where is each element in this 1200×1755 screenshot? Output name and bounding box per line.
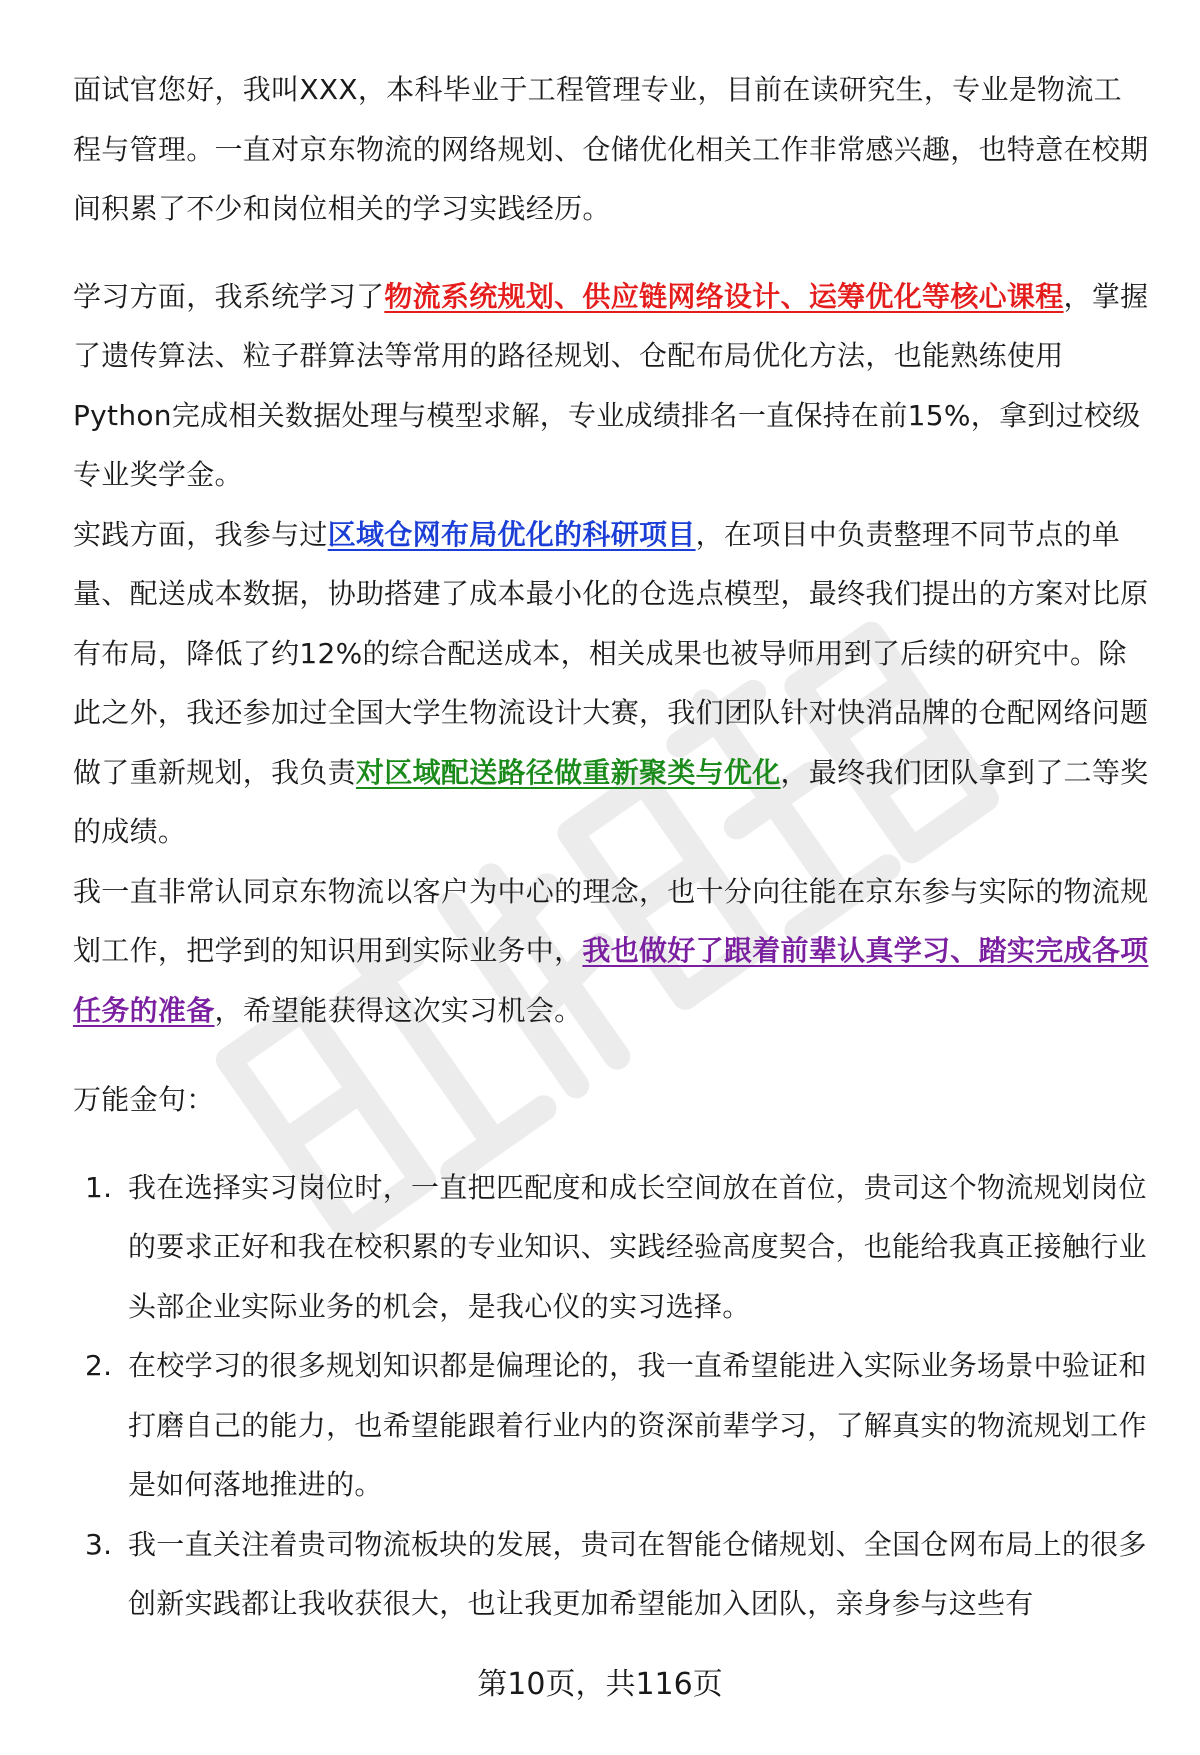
list-item — [73, 1158, 1149, 1337]
closing-paragraph: 我一直非常认同京东物流以客户为中心的理念，也十分向往能在京东参与实际的物流规划工作，把学到的知识用到实际业务中，我也做好了跟着前辈认真学习、踏实完成各项任务的准备，希望能获得这次实习机会。 — [73, 874, 1149, 1027]
document-body — [73, 60, 1149, 1634]
list-item-number: 1. — [85, 1170, 113, 1204]
intro-paragraph: 面试官您好，我叫XXX，本科毕业于工程管理专业，目前在读研究生，专业是物流工程与管理。一直对京东物流的网络规划、仓储优化相关工作非常感兴趣，也特意在校期间积累了不少和岗位相关的学习实践经历。 — [73, 73, 1149, 225]
list-item-text: 我一直关注着贵司物流板块的发展，贵司在智能仓储规划、全国仓网布局上的很多创新实践都让我收获很大，也让我更加希望能加入团队，亲身参与这些有 — [128, 1527, 1147, 1620]
list-item — [73, 1336, 1149, 1515]
highlight-research-project: 区域仓网布局优化的科研项目 — [327, 517, 696, 551]
golden-sentences-list — [73, 1158, 1149, 1634]
list-item-number: 2. — [85, 1349, 113, 1382]
list-item-text: 我在选择实习岗位时，一直把匹配度和成长空间放在首位，贵司这个物流规划岗位的要求正好和我在校积累的专业知识、实践经验高度契合，也能给我真正接触行业头部企业实际业务的机会，是我心仪的实习选择。 — [128, 1170, 1147, 1323]
list-item — [73, 1515, 1149, 1634]
study-paragraph: 学习方面，我系统学习了物流系统规划、供应链网络设计、运筹优化等核心课程，掌握了遗传算法、粒子群算法等常用的路径规划、仓配布局优化方法，也能熟练使用Python完成相关数据处理与模型求解，专业成绩排名一直保持在前15%，拿到过校级专业奖学金。 — [73, 279, 1149, 491]
practice-paragraph: 实践方面，我参与过区域仓网布局优化的科研项目，在项目中负责整理不同节点的单量、配送成本数据，协助搭建了成本最小化的仓选点模型，最终我们提出的方案对比原有布局，降低了约12%的综合配送成本，相关成果也被导师用到了后续的研究中。除此之外，我还参加过全国大学生物流设计大赛，我们团队针对快消品牌的仓配网络问题做了重新规划，我负责对区域配送路径做重新聚类与优化，最终我们团队拿到了二等奖的成绩。 — [73, 517, 1149, 848]
page-footer: 第10页，共116页 — [477, 1667, 723, 1702]
golden-sentences-title: 万能金句： — [73, 1083, 215, 1116]
list-item-number: 3. — [85, 1527, 113, 1561]
highlight-readiness: 我也做好了跟着前辈认真学习、踏实完成各项任务的准备 — [73, 934, 1149, 1027]
highlight-core-courses: 物流系统规划、供应链网络设计、运筹优化等核心课程 — [384, 279, 1064, 313]
highlight-route-optimization: 对区域配送路径做重新聚类与优化 — [356, 755, 781, 789]
list-item-text: 在校学习的很多规划知识都是偏理论的，我一直希望能进入实际业务场景中验证和打磨自己的能力，也希望能跟着行业内的资深前辈学习，了解真实的物流规划工作是如何落地推进的。 — [128, 1349, 1147, 1501]
